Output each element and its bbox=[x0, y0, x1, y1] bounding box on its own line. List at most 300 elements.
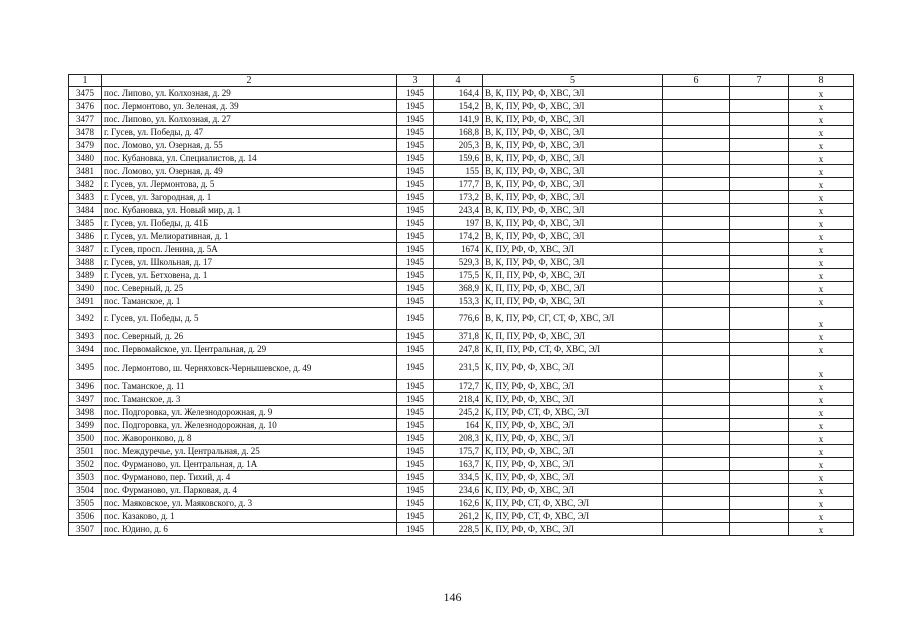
year-cell: 1945 bbox=[397, 380, 434, 393]
year-cell: 1945 bbox=[397, 497, 434, 510]
address-cell: пос. Кубановка, ул. Новый мир, д. 1 bbox=[102, 204, 397, 217]
mark-cell: х bbox=[789, 282, 854, 295]
works-cell: К, ПУ, РФ, Ф, ХВС, ЭЛ bbox=[483, 380, 663, 393]
year-cell: 1945 bbox=[397, 191, 434, 204]
row-number-cell: 3501 bbox=[69, 445, 102, 458]
mark-cell: х bbox=[789, 165, 854, 178]
year-cell: 1945 bbox=[397, 458, 434, 471]
row-number-cell: 3504 bbox=[69, 484, 102, 497]
column-7-cell bbox=[730, 445, 789, 458]
works-cell: В, К, ПУ, РФ, Ф, ХВС, ЭЛ bbox=[483, 87, 663, 100]
mark-cell: х bbox=[789, 445, 854, 458]
column-6-cell bbox=[663, 191, 730, 204]
table-row bbox=[69, 484, 854, 497]
year-cell: 1945 bbox=[397, 308, 434, 330]
column-6-cell bbox=[663, 356, 730, 380]
area-cell: 175,5 bbox=[434, 269, 483, 282]
column-7-cell bbox=[730, 204, 789, 217]
column-6-cell bbox=[663, 178, 730, 191]
address-cell: пос. Ломово, ул. Озерная, д. 55 bbox=[102, 139, 397, 152]
address-cell: г. Гусев, ул. Лермонтова, д. 5 bbox=[102, 178, 397, 191]
column-7-cell bbox=[730, 230, 789, 243]
area-cell: 231,5 bbox=[434, 356, 483, 380]
column-header-7: 7 bbox=[730, 75, 789, 87]
area-cell: 168,8 bbox=[434, 126, 483, 139]
row-number-cell: 3476 bbox=[69, 100, 102, 113]
address-cell: пос. Ломово, ул. Озерная, д. 49 bbox=[102, 165, 397, 178]
column-6-cell bbox=[663, 113, 730, 126]
works-cell: К, ПУ, РФ, Ф, ХВС, ЭЛ bbox=[483, 523, 663, 536]
row-number-cell: 3477 bbox=[69, 113, 102, 126]
works-cell: К, П, ПУ, РФ, Ф, ХВС, ЭЛ bbox=[483, 282, 663, 295]
column-7-cell bbox=[730, 330, 789, 343]
table-row bbox=[69, 191, 854, 204]
table-row bbox=[69, 230, 854, 243]
column-6-cell bbox=[663, 432, 730, 445]
column-7-cell bbox=[730, 178, 789, 191]
address-cell: пос. Лермонтово, ш. Черняховск-Чернышевское, д. 49 bbox=[102, 356, 397, 380]
area-cell: 261,2 bbox=[434, 510, 483, 523]
column-7-cell bbox=[730, 113, 789, 126]
column-6-cell bbox=[663, 458, 730, 471]
works-cell: К, ПУ, РФ, Ф, ХВС, ЭЛ bbox=[483, 243, 663, 256]
column-7-cell bbox=[730, 471, 789, 484]
column-6-cell bbox=[663, 165, 730, 178]
works-cell: В, К, ПУ, РФ, Ф, ХВС, ЭЛ bbox=[483, 139, 663, 152]
address-cell: пос. Подгоровка, ул. Железнодорожная, д. 10 bbox=[102, 419, 397, 432]
works-cell: В, К, ПУ, РФ, Ф, ХВС, ЭЛ bbox=[483, 126, 663, 139]
row-number-cell: 3498 bbox=[69, 406, 102, 419]
mark-cell: х bbox=[789, 295, 854, 308]
table-row bbox=[69, 458, 854, 471]
works-cell: К, ПУ, РФ, СТ, Ф, ХВС, ЭЛ bbox=[483, 497, 663, 510]
row-number-cell: 3483 bbox=[69, 191, 102, 204]
works-cell: К, ПУ, РФ, Ф, ХВС, ЭЛ bbox=[483, 471, 663, 484]
address-cell: г. Гусев, ул. Победы, д. 47 bbox=[102, 126, 397, 139]
area-cell: 368,9 bbox=[434, 282, 483, 295]
works-cell: К, П, ПУ, РФ, СТ, Ф, ХВС, ЭЛ bbox=[483, 343, 663, 356]
row-number-cell: 3497 bbox=[69, 393, 102, 406]
area-cell: 164 bbox=[434, 419, 483, 432]
row-number-cell: 3493 bbox=[69, 330, 102, 343]
column-header-3: 3 bbox=[397, 75, 434, 87]
column-7-cell bbox=[730, 282, 789, 295]
mark-cell: х bbox=[789, 484, 854, 497]
address-cell: г. Гусев, ул. Мелиоративная, д. 1 bbox=[102, 230, 397, 243]
area-cell: 154,2 bbox=[434, 100, 483, 113]
works-cell: В, К, ПУ, РФ, Ф, ХВС, ЭЛ bbox=[483, 113, 663, 126]
works-cell: К, ПУ, РФ, Ф, ХВС, ЭЛ bbox=[483, 432, 663, 445]
year-cell: 1945 bbox=[397, 152, 434, 165]
row-number-cell: 3507 bbox=[69, 523, 102, 536]
mark-cell: х bbox=[789, 113, 854, 126]
year-cell: 1945 bbox=[397, 178, 434, 191]
column-7-cell bbox=[730, 343, 789, 356]
column-6-cell bbox=[663, 204, 730, 217]
column-7-cell bbox=[730, 269, 789, 282]
year-cell: 1945 bbox=[397, 230, 434, 243]
mark-cell: х bbox=[789, 458, 854, 471]
mark-cell: х bbox=[789, 343, 854, 356]
row-number-cell: 3484 bbox=[69, 204, 102, 217]
table-row bbox=[69, 406, 854, 419]
works-cell: В, К, ПУ, РФ, Ф, ХВС, ЭЛ bbox=[483, 217, 663, 230]
mark-cell: х bbox=[789, 100, 854, 113]
area-cell: 197 bbox=[434, 217, 483, 230]
column-6-cell bbox=[663, 445, 730, 458]
address-cell: пос. Липово, ул. Колхозная, д. 29 bbox=[102, 87, 397, 100]
mark-cell: х bbox=[789, 330, 854, 343]
table-row bbox=[69, 217, 854, 230]
table-row bbox=[69, 356, 854, 380]
row-number-cell: 3487 bbox=[69, 243, 102, 256]
address-cell: пос. Фурманово, ул. Парковая, д. 4 bbox=[102, 484, 397, 497]
column-6-cell bbox=[663, 139, 730, 152]
table-row bbox=[69, 269, 854, 282]
header-row bbox=[69, 75, 854, 87]
column-header-4: 4 bbox=[434, 75, 483, 87]
year-cell: 1945 bbox=[397, 126, 434, 139]
page-number: 146 bbox=[443, 590, 462, 604]
year-cell: 1945 bbox=[397, 217, 434, 230]
mark-cell: х bbox=[789, 204, 854, 217]
works-cell: В, К, ПУ, РФ, Ф, ХВС, ЭЛ bbox=[483, 191, 663, 204]
mark-cell: х bbox=[789, 497, 854, 510]
area-cell: 177,7 bbox=[434, 178, 483, 191]
area-cell: 334,5 bbox=[434, 471, 483, 484]
address-cell: пос. Таманское, д. 3 bbox=[102, 393, 397, 406]
row-number-cell: 3486 bbox=[69, 230, 102, 243]
year-cell: 1945 bbox=[397, 295, 434, 308]
works-cell: В, К, ПУ, РФ, Ф, ХВС, ЭЛ bbox=[483, 256, 663, 269]
table-row bbox=[69, 523, 854, 536]
year-cell: 1945 bbox=[397, 356, 434, 380]
area-cell: 172,7 bbox=[434, 380, 483, 393]
address-cell: пос. Жаворонково, д. 8 bbox=[102, 432, 397, 445]
column-7-cell bbox=[730, 87, 789, 100]
address-cell: пос. Казаково, д. 1 bbox=[102, 510, 397, 523]
column-6-cell bbox=[663, 471, 730, 484]
area-cell: 234,6 bbox=[434, 484, 483, 497]
row-number-cell: 3505 bbox=[69, 497, 102, 510]
column-7-cell bbox=[730, 458, 789, 471]
table-row bbox=[69, 256, 854, 269]
column-7-cell bbox=[730, 152, 789, 165]
row-number-cell: 3490 bbox=[69, 282, 102, 295]
year-cell: 1945 bbox=[397, 330, 434, 343]
column-7-cell bbox=[730, 165, 789, 178]
table-row bbox=[69, 87, 854, 100]
table-row bbox=[69, 152, 854, 165]
works-cell: В, К, ПУ, РФ, Ф, ХВС, ЭЛ bbox=[483, 100, 663, 113]
row-number-cell: 3482 bbox=[69, 178, 102, 191]
area-cell: 529,3 bbox=[434, 256, 483, 269]
works-cell: В, К, ПУ, РФ, Ф, ХВС, ЭЛ bbox=[483, 230, 663, 243]
column-6-cell bbox=[663, 100, 730, 113]
area-cell: 141,9 bbox=[434, 113, 483, 126]
table-row bbox=[69, 419, 854, 432]
table-row bbox=[69, 295, 854, 308]
address-cell: пос. Кубановка, ул. Специалистов, д. 14 bbox=[102, 152, 397, 165]
mark-cell: х bbox=[789, 126, 854, 139]
mark-cell: х bbox=[789, 191, 854, 204]
area-cell: 162,6 bbox=[434, 497, 483, 510]
area-cell: 175,7 bbox=[434, 445, 483, 458]
column-7-cell bbox=[730, 380, 789, 393]
column-6-cell bbox=[663, 126, 730, 139]
table-row bbox=[69, 445, 854, 458]
column-7-cell bbox=[730, 217, 789, 230]
works-cell: К, П, ПУ, РФ, Ф, ХВС, ЭЛ bbox=[483, 269, 663, 282]
works-cell: К, ПУ, РФ, СТ, Ф, ХВС, ЭЛ bbox=[483, 406, 663, 419]
table-row bbox=[69, 471, 854, 484]
year-cell: 1945 bbox=[397, 343, 434, 356]
address-cell: г. Гусев, ул. Бетховена, д. 1 bbox=[102, 269, 397, 282]
column-7-cell bbox=[730, 191, 789, 204]
column-7-cell bbox=[730, 432, 789, 445]
area-cell: 159,6 bbox=[434, 152, 483, 165]
year-cell: 1945 bbox=[397, 445, 434, 458]
year-cell: 1945 bbox=[397, 87, 434, 100]
table-row bbox=[69, 243, 854, 256]
column-7-cell bbox=[730, 139, 789, 152]
table-row bbox=[69, 330, 854, 343]
address-cell: г. Гусев, ул. Школьная, д. 17 bbox=[102, 256, 397, 269]
column-6-cell bbox=[663, 243, 730, 256]
address-cell: пос. Фурманово, пер. Тихий, д. 4 bbox=[102, 471, 397, 484]
mark-cell: х bbox=[789, 243, 854, 256]
table-row bbox=[69, 126, 854, 139]
area-cell: 245,2 bbox=[434, 406, 483, 419]
address-cell: пос. Фурманово, ул. Центральная, д. 1А bbox=[102, 458, 397, 471]
column-7-cell bbox=[730, 356, 789, 380]
table-row bbox=[69, 178, 854, 191]
table-row bbox=[69, 282, 854, 295]
column-header-6: 6 bbox=[663, 75, 730, 87]
area-cell: 218,4 bbox=[434, 393, 483, 406]
mark-cell: х bbox=[789, 139, 854, 152]
area-cell: 173,2 bbox=[434, 191, 483, 204]
mark-cell: х bbox=[789, 269, 854, 282]
column-7-cell bbox=[730, 419, 789, 432]
column-7-cell bbox=[730, 406, 789, 419]
column-7-cell bbox=[730, 126, 789, 139]
column-6-cell bbox=[663, 217, 730, 230]
column-6-cell bbox=[663, 419, 730, 432]
mark-cell: х bbox=[789, 152, 854, 165]
row-number-cell: 3500 bbox=[69, 432, 102, 445]
mark-cell: х bbox=[789, 256, 854, 269]
row-number-cell: 3488 bbox=[69, 256, 102, 269]
works-cell: В, К, ПУ, РФ, Ф, ХВС, ЭЛ bbox=[483, 152, 663, 165]
column-7-cell bbox=[730, 100, 789, 113]
column-6-cell bbox=[663, 343, 730, 356]
mark-cell: х bbox=[789, 87, 854, 100]
year-cell: 1945 bbox=[397, 204, 434, 217]
mark-cell: х bbox=[789, 308, 854, 330]
row-number-cell: 3480 bbox=[69, 152, 102, 165]
mark-cell: х bbox=[789, 471, 854, 484]
year-cell: 1945 bbox=[397, 406, 434, 419]
works-cell: К, ПУ, РФ, Ф, ХВС, ЭЛ bbox=[483, 419, 663, 432]
column-6-cell bbox=[663, 497, 730, 510]
area-cell: 776,6 bbox=[434, 308, 483, 330]
column-header-2: 2 bbox=[102, 75, 397, 87]
area-cell: 243,4 bbox=[434, 204, 483, 217]
year-cell: 1945 bbox=[397, 256, 434, 269]
housing-registry-table bbox=[68, 74, 854, 536]
year-cell: 1945 bbox=[397, 393, 434, 406]
column-6-cell bbox=[663, 87, 730, 100]
row-number-cell: 3489 bbox=[69, 269, 102, 282]
row-number-cell: 3478 bbox=[69, 126, 102, 139]
mark-cell: х bbox=[789, 523, 854, 536]
area-cell: 1674 bbox=[434, 243, 483, 256]
column-6-cell bbox=[663, 380, 730, 393]
mark-cell: х bbox=[789, 393, 854, 406]
table-row bbox=[69, 497, 854, 510]
area-cell: 163,7 bbox=[434, 458, 483, 471]
column-7-cell bbox=[730, 295, 789, 308]
year-cell: 1945 bbox=[397, 282, 434, 295]
column-7-cell bbox=[730, 523, 789, 536]
column-7-cell bbox=[730, 308, 789, 330]
row-number-cell: 3485 bbox=[69, 217, 102, 230]
column-6-cell bbox=[663, 308, 730, 330]
column-7-cell bbox=[730, 243, 789, 256]
table-row bbox=[69, 100, 854, 113]
works-cell: В, К, ПУ, РФ, Ф, ХВС, ЭЛ bbox=[483, 178, 663, 191]
table-row bbox=[69, 510, 854, 523]
row-number-cell: 3499 bbox=[69, 419, 102, 432]
column-6-cell bbox=[663, 295, 730, 308]
column-7-cell bbox=[730, 393, 789, 406]
works-cell: В, К, ПУ, РФ, Ф, ХВС, ЭЛ bbox=[483, 165, 663, 178]
address-cell: г. Гусев, ул. Победы, д. 5 bbox=[102, 308, 397, 330]
table-row bbox=[69, 308, 854, 330]
works-cell: К, П, ПУ, РФ, Ф, ХВС, ЭЛ bbox=[483, 295, 663, 308]
year-cell: 1945 bbox=[397, 484, 434, 497]
address-cell: пос. Липово, ул. Колхозная, д. 27 bbox=[102, 113, 397, 126]
area-cell: 208,3 bbox=[434, 432, 483, 445]
mark-cell: х bbox=[789, 406, 854, 419]
column-6-cell bbox=[663, 510, 730, 523]
year-cell: 1945 bbox=[397, 139, 434, 152]
year-cell: 1945 bbox=[397, 523, 434, 536]
area-cell: 153,3 bbox=[434, 295, 483, 308]
year-cell: 1945 bbox=[397, 432, 434, 445]
address-cell: пос. Лермонтово, ул. Зеленая, д. 39 bbox=[102, 100, 397, 113]
area-cell: 155 bbox=[434, 165, 483, 178]
mark-cell: х bbox=[789, 178, 854, 191]
table-row bbox=[69, 204, 854, 217]
row-number-cell: 3494 bbox=[69, 343, 102, 356]
year-cell: 1945 bbox=[397, 510, 434, 523]
year-cell: 1945 bbox=[397, 165, 434, 178]
column-header-8: 8 bbox=[789, 75, 854, 87]
table-row bbox=[69, 393, 854, 406]
table-row bbox=[69, 113, 854, 126]
column-6-cell bbox=[663, 256, 730, 269]
column-6-cell bbox=[663, 230, 730, 243]
address-cell: пос. Таманское, д. 1 bbox=[102, 295, 397, 308]
table-body bbox=[69, 87, 854, 536]
row-number-cell: 3491 bbox=[69, 295, 102, 308]
mark-cell: х bbox=[789, 419, 854, 432]
area-cell: 164,4 bbox=[434, 87, 483, 100]
year-cell: 1945 bbox=[397, 100, 434, 113]
area-cell: 174,2 bbox=[434, 230, 483, 243]
mark-cell: х bbox=[789, 356, 854, 380]
mark-cell: х bbox=[789, 230, 854, 243]
column-header-1: 1 bbox=[69, 75, 102, 87]
column-header-5: 5 bbox=[483, 75, 663, 87]
works-cell: К, ПУ, РФ, Ф, ХВС, ЭЛ bbox=[483, 484, 663, 497]
table-row bbox=[69, 432, 854, 445]
row-number-cell: 3506 bbox=[69, 510, 102, 523]
row-number-cell: 3475 bbox=[69, 87, 102, 100]
address-cell: пос. Подгоровка, ул. Железнодорожная, д. 9 bbox=[102, 406, 397, 419]
column-6-cell bbox=[663, 152, 730, 165]
row-number-cell: 3492 bbox=[69, 308, 102, 330]
table-row bbox=[69, 165, 854, 178]
mark-cell: х bbox=[789, 432, 854, 445]
address-cell: г. Гусев, просп. Ленина, д. 5А bbox=[102, 243, 397, 256]
row-number-cell: 3502 bbox=[69, 458, 102, 471]
column-6-cell bbox=[663, 523, 730, 536]
address-cell: пос. Междуречье, ул. Центральная, д. 25 bbox=[102, 445, 397, 458]
address-cell: пос. Северный, д. 26 bbox=[102, 330, 397, 343]
works-cell: К, ПУ, РФ, Ф, ХВС, ЭЛ bbox=[483, 445, 663, 458]
year-cell: 1945 bbox=[397, 113, 434, 126]
column-7-cell bbox=[730, 256, 789, 269]
address-cell: пос. Первомайское, ул. Центральная, д. 29 bbox=[102, 343, 397, 356]
column-7-cell bbox=[730, 510, 789, 523]
address-cell: пос. Таманское, д. 11 bbox=[102, 380, 397, 393]
address-cell: г. Гусев, ул. Загородная, д. 1 bbox=[102, 191, 397, 204]
works-cell: К, П, ПУ, РФ, Ф, ХВС, ЭЛ bbox=[483, 330, 663, 343]
column-6-cell bbox=[663, 406, 730, 419]
area-cell: 371,8 bbox=[434, 330, 483, 343]
year-cell: 1945 bbox=[397, 419, 434, 432]
mark-cell: х bbox=[789, 380, 854, 393]
area-cell: 247,8 bbox=[434, 343, 483, 356]
column-7-cell bbox=[730, 484, 789, 497]
table-row bbox=[69, 139, 854, 152]
year-cell: 1945 bbox=[397, 269, 434, 282]
row-number-cell: 3479 bbox=[69, 139, 102, 152]
table-row bbox=[69, 380, 854, 393]
column-6-cell bbox=[663, 393, 730, 406]
column-7-cell bbox=[730, 497, 789, 510]
works-cell: В, К, ПУ, РФ, Ф, ХВС, ЭЛ bbox=[483, 204, 663, 217]
column-6-cell bbox=[663, 484, 730, 497]
row-number-cell: 3481 bbox=[69, 165, 102, 178]
works-cell: К, ПУ, РФ, Ф, ХВС, ЭЛ bbox=[483, 458, 663, 471]
address-cell: пос. Юдино, д. 6 bbox=[102, 523, 397, 536]
year-cell: 1945 bbox=[397, 243, 434, 256]
row-number-cell: 3503 bbox=[69, 471, 102, 484]
table-row bbox=[69, 343, 854, 356]
year-cell: 1945 bbox=[397, 471, 434, 484]
address-cell: пос. Маяковское, ул. Маяковского, д. 3 bbox=[102, 497, 397, 510]
works-cell: В, К, ПУ, РФ, СГ, СТ, Ф, ХВС, ЭЛ bbox=[483, 308, 663, 330]
works-cell: К, ПУ, РФ, СТ, Ф, ХВС, ЭЛ bbox=[483, 510, 663, 523]
area-cell: 228,5 bbox=[434, 523, 483, 536]
column-6-cell bbox=[663, 330, 730, 343]
works-cell: К, ПУ, РФ, Ф, ХВС, ЭЛ bbox=[483, 393, 663, 406]
column-6-cell bbox=[663, 269, 730, 282]
